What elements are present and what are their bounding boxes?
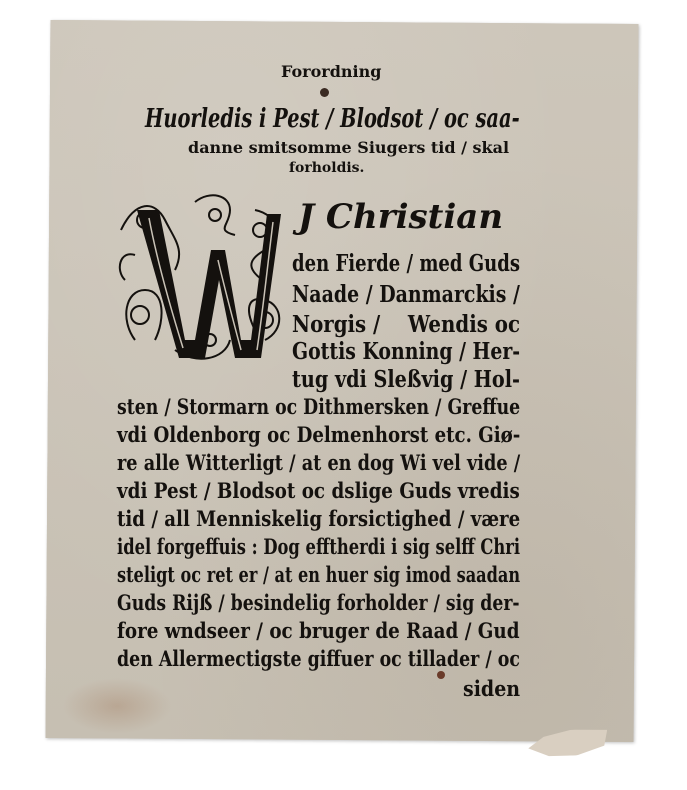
- document-heading-small: Forordning: [281, 62, 382, 81]
- body-line-10: vdi Pest / Blodsot oc dslige Guds vredis: [117, 478, 520, 503]
- document-subtitle-line2: forholdis.: [289, 160, 365, 176]
- body-line-9: re alle Witterligt / at en dog Wi vel vide /: [117, 450, 521, 475]
- body-line-4: Norgis / Wendis oc: [292, 311, 521, 338]
- ink-spot: [437, 671, 445, 679]
- body-line-12: idel forgeffuis : Dog efftherdi i sig selff Chri: [117, 534, 521, 559]
- body-line-6: tug vdi Sleßvig / Hol-: [292, 366, 520, 393]
- body-line-2: den Fierde / med Guds: [292, 250, 521, 277]
- body-line-13: steligt oc ret er / at en huer sig imod saadan: [117, 562, 521, 587]
- body-line-8: vdi Oldenborg oc Delmenhorst etc. Giø-: [117, 422, 521, 447]
- body-line-7: sten / Stormarn oc Dithmersken / Greffue: [117, 394, 521, 419]
- body-line-5: Gottis Konning / Her-: [292, 338, 521, 365]
- ornamental-initial-w: [115, 190, 287, 366]
- paper-stain: [62, 678, 172, 734]
- body-line-16: den Allermectigste giffuer oc tillader / oc: [117, 646, 520, 671]
- body-line-14: Guds Rijß / besindelig forholder / sig der-: [117, 590, 520, 615]
- body-line-11: tid / all Menniskelig forsictighed / være: [117, 506, 521, 531]
- document-subtitle-line1: danne smitsomme Siugers tid / skal: [188, 138, 510, 157]
- body-line-3: Naade / Danmarckis /: [292, 281, 520, 308]
- body-line-1: J Christian: [298, 197, 504, 237]
- catchword: siden: [463, 676, 521, 701]
- body-line-15: fore wndseer / oc bruger de Raad / Gud: [117, 618, 520, 643]
- document-title: Huorledis i Pest / Blodsot / oc saa-: [145, 104, 520, 134]
